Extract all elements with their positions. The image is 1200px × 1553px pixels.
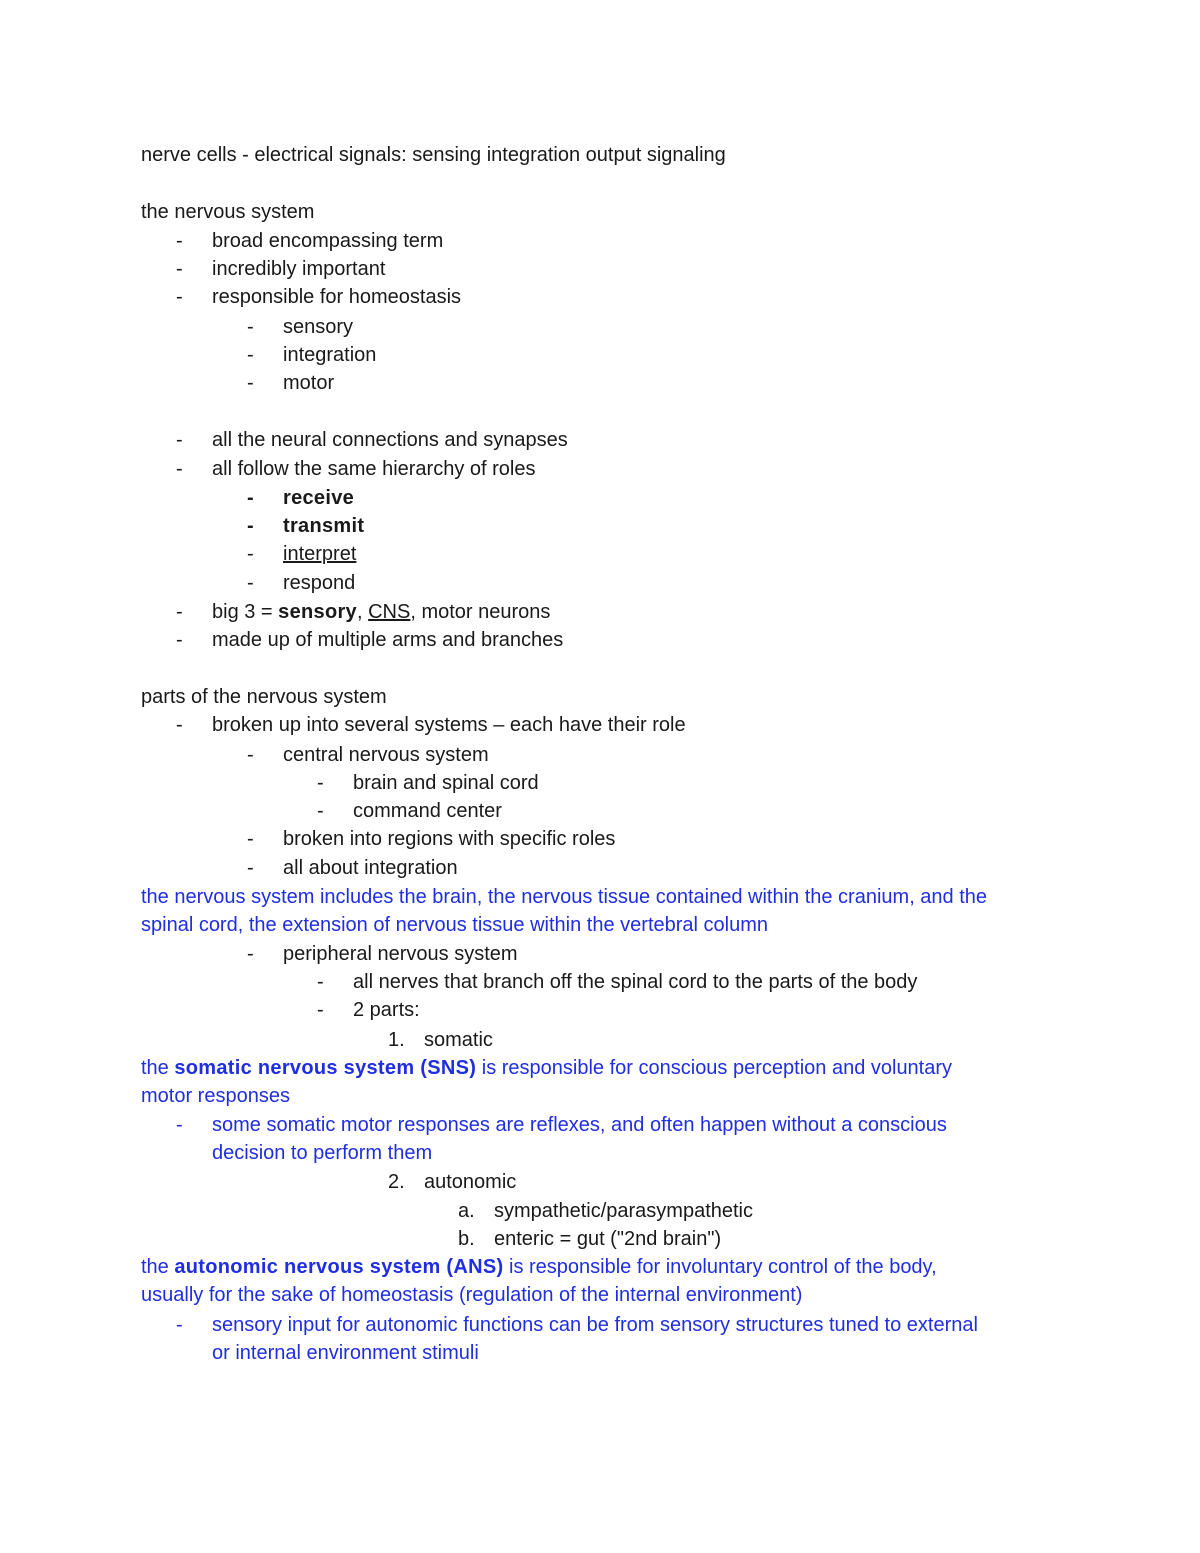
list-item: responsible for homeostasis [212, 286, 462, 308]
bullet-dash: - [317, 800, 324, 822]
list-item-underlined: interpret [283, 543, 357, 565]
list-item-big3 [212, 600, 550, 624]
bullet-dash: - [247, 828, 254, 850]
list-item: brain and spinal cord [353, 772, 539, 794]
big3-post: , motor neurons [410, 601, 551, 623]
bullet-dash: - [176, 1114, 183, 1136]
bullet-dash: - [317, 772, 324, 794]
list-item: made up of multiple arms and branches [212, 629, 564, 651]
list-item: integration [283, 344, 377, 366]
big3-bold: sensory [278, 601, 357, 623]
blue-paragraph-line: the nervous system includes the brain, the nervous tissue contained within the cranium, and the [141, 886, 988, 908]
big3-sep: , [356, 601, 369, 623]
section-title: parts of the nervous system [141, 686, 387, 708]
bullet-dash: - [176, 601, 183, 623]
section-title: the nervous system [141, 201, 315, 223]
blue-list-item-cont: decision to perform them [212, 1142, 433, 1164]
list-item-bold: receive [283, 487, 355, 509]
list-item: enteric = gut ("2nd brain") [494, 1228, 722, 1250]
blue-paragraph-line [141, 1255, 937, 1279]
blue-paragraph-line: usually for the sake of homeostasis (regulation of the internal environment) [141, 1284, 803, 1306]
bullet-dash: - [176, 629, 183, 651]
bullet-dash: - [247, 515, 254, 537]
list-item: somatic [424, 1029, 493, 1051]
ans-pre: the [141, 1256, 175, 1278]
list-item: broken up into several systems – each have their role [212, 714, 686, 736]
bullet-dash: - [176, 258, 183, 280]
bullet-dash: - [317, 999, 324, 1021]
blue-paragraph-line: motor responses [141, 1085, 290, 1107]
bullet-dash: - [176, 1314, 183, 1336]
list-item: sympathetic/parasympathetic [494, 1200, 754, 1222]
ans-post: is responsible for involuntary control of the body, [503, 1256, 937, 1278]
blue-paragraph-line [141, 1056, 952, 1080]
list-number: 1. [388, 1029, 405, 1051]
bullet-dash: - [247, 487, 254, 509]
big3-underlined: CNS [368, 601, 411, 623]
bullet-dash: - [247, 344, 254, 366]
bullet-dash: - [247, 744, 254, 766]
list-item: central nervous system [283, 744, 489, 766]
sns-pre: the [141, 1057, 175, 1079]
list-item: command center [353, 800, 502, 822]
bullet-dash: - [247, 316, 254, 338]
list-item: all about integration [283, 857, 458, 879]
ans-bold: autonomic nervous system (ANS) [174, 1256, 504, 1278]
list-item: peripheral nervous system [283, 943, 518, 965]
bullet-dash: - [247, 572, 254, 594]
sns-bold: somatic nervous system (SNS) [174, 1057, 477, 1079]
sns-post: is responsible for conscious perception and voluntary [476, 1057, 953, 1079]
bullet-dash: - [247, 543, 254, 565]
bullet-dash: - [176, 286, 183, 308]
bullet-dash: - [176, 458, 183, 480]
list-item: respond [283, 572, 356, 594]
bullet-dash: - [247, 943, 254, 965]
heading-line: nerve cells - electrical signals: sensing integration output signaling [141, 144, 726, 166]
list-item: incredibly important [212, 258, 386, 280]
list-item: broken into regions with specific roles [283, 828, 616, 850]
list-item: motor [283, 372, 335, 394]
bullet-dash: - [317, 971, 324, 993]
big3-pre: big 3 = [212, 601, 279, 623]
list-item: sensory [283, 316, 354, 338]
list-letter: a. [458, 1200, 475, 1222]
bullet-dash: - [176, 429, 183, 451]
bullet-dash: - [247, 857, 254, 879]
list-item: broad encompassing term [212, 230, 444, 252]
list-letter: b. [458, 1228, 475, 1250]
bullet-dash: - [247, 372, 254, 394]
bullet-dash: - [176, 714, 183, 736]
blue-paragraph-line: spinal cord, the extension of nervous tissue within the vertebral column [141, 914, 769, 936]
list-item: all follow the same hierarchy of roles [212, 458, 536, 480]
list-item: all nerves that branch off the spinal cord to the parts of the body [353, 971, 918, 993]
bullet-dash: - [176, 230, 183, 252]
list-item: autonomic [424, 1171, 517, 1193]
blue-list-item: sensory input for autonomic functions can be from sensory structures tuned to external [212, 1314, 978, 1336]
list-number: 2. [388, 1171, 405, 1193]
blue-list-item: some somatic motor responses are reflexes, and often happen without a conscious [212, 1114, 947, 1136]
blue-list-item-cont: or internal environment stimuli [212, 1342, 479, 1364]
list-item: 2 parts: [353, 999, 420, 1021]
list-item: all the neural connections and synapses [212, 429, 568, 451]
list-item-bold: transmit [283, 515, 365, 537]
